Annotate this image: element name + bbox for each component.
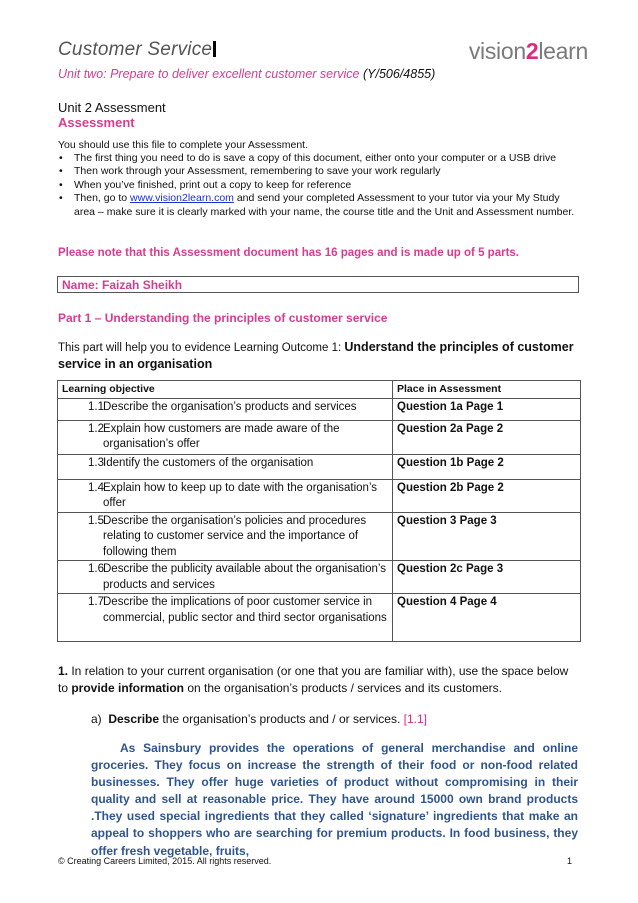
page-number: 1 xyxy=(567,856,573,866)
part1-description: This part will help you to evidence Learning Outcome 1: Understand the principles of customer service in an organisation xyxy=(58,340,574,371)
list-item: • Then work through your Assessment, remembering to save your work regularly xyxy=(58,165,578,178)
unit-code: (Y/506/4855) xyxy=(363,67,436,81)
instruction-list xyxy=(58,152,578,219)
name-field[interactable]: Name: Faizah Sheikh xyxy=(57,276,579,293)
table-row: 1.1 Describe the organisation’s products and services Question 1a Page 1 xyxy=(58,398,581,420)
question-1a: a) Describe the organisation’s products and / or services. [1.1] xyxy=(91,712,427,726)
table-row: 1.2 Explain how customers are made aware of the organisation’s offer Question 2a Page 2 xyxy=(58,420,581,454)
table-header-row xyxy=(58,381,581,399)
list-item: • When you’ve finished, print out a copy to keep for reference xyxy=(58,179,578,192)
learning-objectives-table xyxy=(57,380,581,642)
part1-title: Part 1 – Understanding the principles of customer service xyxy=(58,311,388,325)
unit-subtitle: Unit two: Prepare to deliver excellent customer service (Y/506/4855) xyxy=(58,67,436,81)
answer-text[interactable]: As Sainsbury provides the operations of general merchandise and online groceries. They focus on increase the strength of their food or non-food related businesses. They offer huge varieties of product without compromising in their quality and sell at reasonable price. They have around 15000 own brand products .They used special ingredients that they called ‘signature’ ingredients that make an appeal to shoppers who are searching for premium products. In food business, they offer fresh vegetable, fruits, xyxy=(91,741,578,858)
document-title: Customer Service xyxy=(58,39,216,61)
table-row: 1.3 Identify the customers of the organisation Question 1b Page 2 xyxy=(58,454,581,479)
section-subtitle: Assessment xyxy=(58,115,135,130)
text-cursor xyxy=(213,41,216,57)
list-item: • Then, go to www.vision2learn.com and send your completed Assessment to your tutor via your My Study area – make sure it is clearly marked with your name, the course title and the Unit and Assessment number. xyxy=(58,192,578,219)
column-header: Place in Assessment xyxy=(393,381,581,399)
vision2learn-link[interactable]: www.vision2learn.com xyxy=(130,192,234,205)
intro-text: You should use this file to complete your Assessment. xyxy=(58,139,309,151)
table-row: 1.5 Describe the organisation’s policies and procedures relating to customer service and the importance of following them Question 3 Page 3 xyxy=(58,512,581,561)
table-row: 1.6 Describe the publicity available about the organisation’s products and services Question 2c Page 3 xyxy=(58,561,581,594)
table-row: 1.4 Explain how to keep up to date with the organisation’s offer Question 2b Page 2 xyxy=(58,479,581,512)
table-row: 1.7 Describe the implications of poor customer service in commercial, public sector and third sector organisations Question 4 Page 4 xyxy=(58,594,581,642)
list-item: • The first thing you need to do is save a copy of this document, either onto your computer or a USB drive xyxy=(58,152,578,165)
page-count-note: Please note that this Assessment document has 16 pages and is made up of 5 parts. xyxy=(58,247,519,259)
column-header: Learning objective xyxy=(58,381,393,399)
section-title: Unit 2 Assessment xyxy=(58,100,166,115)
question-1: 1. In relation to your current organisation (or one that you are familiar with), use the space below to provide information on the organisation’s products / services and its customers. xyxy=(58,664,569,695)
footer-copyright: © Creating Careers Limited, 2015. All rights reserved. xyxy=(58,856,272,866)
vision2learn-logo: vision2learn xyxy=(468,38,588,64)
